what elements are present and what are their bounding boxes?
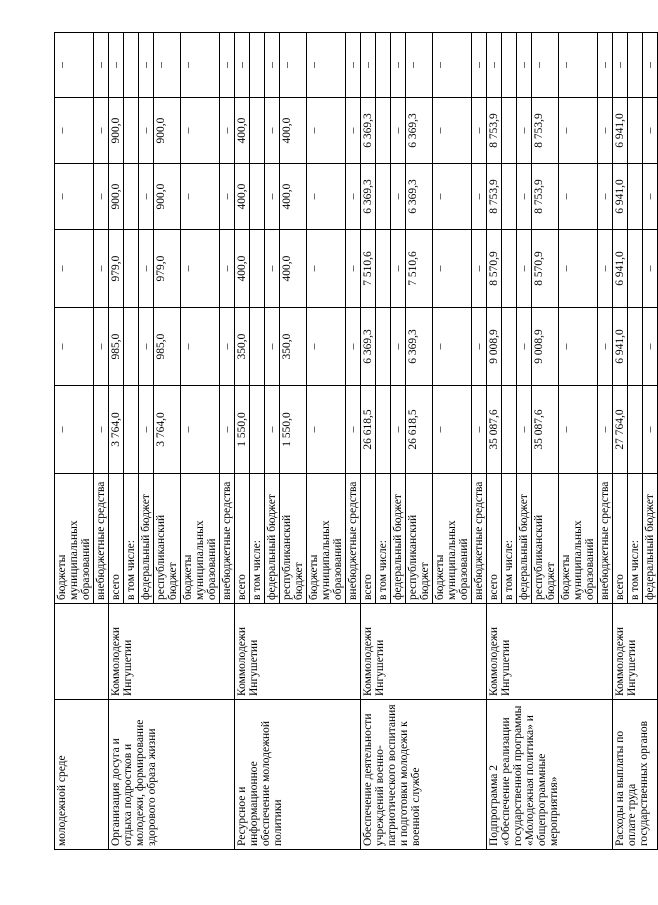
amount-cell: – xyxy=(109,33,124,98)
amount-cell: – xyxy=(643,308,658,386)
amount-cell xyxy=(124,33,139,98)
amount-cell: – xyxy=(94,386,109,474)
amount-cell: – xyxy=(517,386,532,474)
amount-cell: 400,0 xyxy=(235,230,250,308)
amount-cell xyxy=(502,386,517,474)
funding-source-cell: в том числе: xyxy=(376,474,391,604)
amount-cell: – xyxy=(55,33,94,98)
amount-cell xyxy=(628,98,643,164)
funding-source-cell: внебюджетные средства xyxy=(94,474,109,604)
amount-cell: – xyxy=(139,164,154,230)
amount-cell: – xyxy=(307,164,346,230)
amount-cell: 6 369,3 xyxy=(361,98,376,164)
amount-cell: – xyxy=(559,164,598,230)
amount-cell: – xyxy=(181,386,220,474)
amount-cell: 400,0 xyxy=(235,164,250,230)
amount-cell: – xyxy=(517,98,532,164)
amount-cell: 35 087,6 xyxy=(532,386,559,474)
measure-name-cell: Ресурсное и информационное обеспечение молодежной политики xyxy=(235,700,361,850)
amount-cell: – xyxy=(391,308,406,386)
funding-source-cell: бюджеты муниципальных образований xyxy=(433,474,472,604)
amount-cell: – xyxy=(517,230,532,308)
amount-cell: 26 618,5 xyxy=(406,386,433,474)
amount-cell: – xyxy=(613,33,628,98)
amount-cell: – xyxy=(346,98,361,164)
amount-cell: – xyxy=(220,33,235,98)
funding-source-cell: республиканский бюджет xyxy=(280,474,307,604)
amount-cell: 6 369,3 xyxy=(361,308,376,386)
amount-cell: – xyxy=(559,33,598,98)
amount-cell: 9 008,9 xyxy=(532,308,559,386)
rotated-page xyxy=(54,33,656,850)
amount-cell: – xyxy=(94,308,109,386)
amount-cell: 6 369,3 xyxy=(361,164,376,230)
table-row xyxy=(55,33,94,850)
amount-cell: – xyxy=(346,33,361,98)
funding-source-cell: бюджеты муниципальных образований xyxy=(559,474,598,604)
amount-cell xyxy=(250,308,265,386)
amount-cell xyxy=(124,386,139,474)
amount-cell: – xyxy=(598,230,613,308)
amount-cell: 7 510,6 xyxy=(406,230,433,308)
amount-cell xyxy=(376,98,391,164)
amount-cell xyxy=(628,33,643,98)
amount-cell: – xyxy=(154,33,181,98)
amount-cell: – xyxy=(517,164,532,230)
amount-cell: 6 369,3 xyxy=(406,98,433,164)
amount-cell xyxy=(502,98,517,164)
amount-cell xyxy=(250,386,265,474)
amount-cell: – xyxy=(472,230,487,308)
amount-cell: 1 550,0 xyxy=(235,386,250,474)
table-row xyxy=(109,33,124,850)
amount-cell: – xyxy=(181,98,220,164)
amount-cell: – xyxy=(220,308,235,386)
amount-cell: – xyxy=(391,386,406,474)
funding-source-cell: всего xyxy=(361,474,376,604)
measure-name-cell: Организация досуга и отдыха подростков и молодежи, формирование здорового образа жизни xyxy=(109,700,235,850)
amount-cell: 985,0 xyxy=(109,308,124,386)
amount-cell: – xyxy=(433,98,472,164)
amount-cell xyxy=(124,164,139,230)
amount-cell xyxy=(376,386,391,474)
amount-cell: – xyxy=(139,386,154,474)
amount-cell: – xyxy=(220,98,235,164)
amount-cell: 6 941,0 xyxy=(613,308,628,386)
amount-cell: – xyxy=(235,33,250,98)
funding-source-cell: федеральный бюджет xyxy=(265,474,280,604)
amount-cell: 3 764,0 xyxy=(154,386,181,474)
funding-source-cell: республиканский бюджет xyxy=(154,474,181,604)
budget-table xyxy=(54,32,658,850)
amount-cell: 1 550,0 xyxy=(280,386,307,474)
amount-cell: – xyxy=(55,164,94,230)
funding-source-cell: федеральный бюджет xyxy=(391,474,406,604)
amount-cell: – xyxy=(559,386,598,474)
amount-cell: – xyxy=(472,164,487,230)
amount-cell: – xyxy=(220,230,235,308)
amount-cell: – xyxy=(643,386,658,474)
amount-cell: 350,0 xyxy=(280,308,307,386)
funding-source-cell: всего xyxy=(487,474,502,604)
amount-cell: – xyxy=(517,308,532,386)
amount-cell xyxy=(250,98,265,164)
funding-source-cell: бюджеты муниципальных образований xyxy=(307,474,346,604)
measure-name-cell: молодежной среде xyxy=(55,700,109,850)
amount-cell xyxy=(502,164,517,230)
amount-cell: – xyxy=(139,230,154,308)
amount-cell: 6 369,3 xyxy=(406,308,433,386)
amount-cell: – xyxy=(346,386,361,474)
amount-cell xyxy=(250,33,265,98)
amount-cell xyxy=(250,164,265,230)
amount-cell: – xyxy=(433,230,472,308)
amount-cell: 35 087,6 xyxy=(487,386,502,474)
amount-cell: 900,0 xyxy=(109,164,124,230)
amount-cell: – xyxy=(307,308,346,386)
amount-cell: 979,0 xyxy=(109,230,124,308)
funding-source-cell: бюджеты муниципальных образований xyxy=(181,474,220,604)
amount-cell: 8 570,9 xyxy=(487,230,502,308)
amount-cell xyxy=(502,33,517,98)
responsible-cell: Коммолодежи Ингушетии xyxy=(487,604,613,700)
amount-cell xyxy=(628,386,643,474)
amount-cell: – xyxy=(517,33,532,98)
amount-cell: 900,0 xyxy=(154,98,181,164)
amount-cell xyxy=(376,308,391,386)
funding-source-cell: республиканский бюджет xyxy=(406,474,433,604)
amount-cell: 26 618,5 xyxy=(361,386,376,474)
amount-cell xyxy=(628,164,643,230)
amount-cell: – xyxy=(139,33,154,98)
amount-cell: – xyxy=(94,230,109,308)
funding-source-cell: федеральный бюджет xyxy=(643,474,658,604)
amount-cell: – xyxy=(265,308,280,386)
amount-cell: – xyxy=(391,164,406,230)
amount-cell: – xyxy=(55,308,94,386)
amount-cell xyxy=(502,230,517,308)
amount-cell: – xyxy=(598,98,613,164)
amount-cell: – xyxy=(181,230,220,308)
amount-cell xyxy=(124,308,139,386)
funding-source-cell: федеральный бюджет xyxy=(139,474,154,604)
amount-cell xyxy=(502,308,517,386)
amount-cell: 6 941,0 xyxy=(613,230,628,308)
amount-cell: – xyxy=(55,230,94,308)
responsible-cell: Коммолодежи Ингушетии xyxy=(109,604,235,700)
amount-cell: 7 510,6 xyxy=(361,230,376,308)
funding-source-cell: внебюджетные средства xyxy=(220,474,235,604)
amount-cell: – xyxy=(433,164,472,230)
amount-cell: – xyxy=(94,33,109,98)
amount-cell: 8 570,9 xyxy=(532,230,559,308)
amount-cell: – xyxy=(472,308,487,386)
amount-cell: – xyxy=(220,386,235,474)
amount-cell: – xyxy=(643,164,658,230)
amount-cell xyxy=(124,98,139,164)
amount-cell: 900,0 xyxy=(109,98,124,164)
amount-cell: – xyxy=(433,308,472,386)
responsible-cell: Коммолодежи Ингушетии xyxy=(235,604,361,700)
amount-cell: – xyxy=(139,98,154,164)
amount-cell: – xyxy=(94,98,109,164)
amount-cell: – xyxy=(433,33,472,98)
funding-source-cell: всего xyxy=(109,474,124,604)
amount-cell: – xyxy=(280,33,307,98)
amount-cell: – xyxy=(265,164,280,230)
funding-source-cell: республиканский бюджет xyxy=(532,474,559,604)
table-row xyxy=(235,33,250,850)
table-body xyxy=(55,33,658,850)
responsible-cell: Коммолодежи Ингушетии xyxy=(361,604,487,700)
amount-cell: – xyxy=(307,33,346,98)
amount-cell: – xyxy=(391,230,406,308)
amount-cell: – xyxy=(598,33,613,98)
amount-cell xyxy=(124,230,139,308)
amount-cell: 6 941,0 xyxy=(613,98,628,164)
amount-cell: – xyxy=(55,98,94,164)
amount-cell: – xyxy=(472,386,487,474)
responsible-cell xyxy=(55,604,109,700)
amount-cell: 900,0 xyxy=(154,164,181,230)
amount-cell: 350,0 xyxy=(235,308,250,386)
measure-name-cell: Расходы на выплаты по оплате труда государственных органов xyxy=(613,700,658,850)
amount-cell: 400,0 xyxy=(235,98,250,164)
amount-cell: – xyxy=(643,98,658,164)
amount-cell: – xyxy=(598,386,613,474)
amount-cell: – xyxy=(472,98,487,164)
amount-cell: – xyxy=(181,308,220,386)
amount-cell: – xyxy=(55,386,94,474)
amount-cell: 3 764,0 xyxy=(109,386,124,474)
funding-source-cell: всего xyxy=(613,474,628,604)
amount-cell: – xyxy=(139,308,154,386)
funding-source-cell: в том числе: xyxy=(250,474,265,604)
amount-cell: – xyxy=(559,308,598,386)
funding-source-cell: внебюджетные средства xyxy=(472,474,487,604)
amount-cell: – xyxy=(559,98,598,164)
amount-cell: – xyxy=(265,386,280,474)
funding-source-cell: бюджеты муниципальных образований xyxy=(55,474,94,604)
table-row xyxy=(487,33,502,850)
amount-cell xyxy=(628,230,643,308)
amount-cell: 6 941,0 xyxy=(613,164,628,230)
table-row xyxy=(361,33,376,850)
responsible-cell: Коммолодежи Ингушетии xyxy=(613,604,658,700)
amount-cell xyxy=(376,164,391,230)
amount-cell: 985,0 xyxy=(154,308,181,386)
amount-cell: 8 753,9 xyxy=(487,98,502,164)
funding-source-cell: в том числе: xyxy=(628,474,643,604)
measure-name-cell: Подпрограмма 2 «Обеспечение реализации государственной программы «Молодежная политика» и общепрограммные мероприятия» xyxy=(487,700,613,850)
table-row xyxy=(613,33,628,850)
amount-cell: – xyxy=(346,230,361,308)
amount-cell: 400,0 xyxy=(280,230,307,308)
amount-cell xyxy=(250,230,265,308)
amount-cell: 27 764,0 xyxy=(613,386,628,474)
amount-cell: – xyxy=(220,164,235,230)
amount-cell: – xyxy=(598,164,613,230)
amount-cell: – xyxy=(598,308,613,386)
amount-cell: – xyxy=(559,230,598,308)
amount-cell: – xyxy=(643,230,658,308)
amount-cell: 979,0 xyxy=(154,230,181,308)
amount-cell: – xyxy=(433,386,472,474)
amount-cell: – xyxy=(361,33,376,98)
amount-cell: – xyxy=(265,33,280,98)
amount-cell: 400,0 xyxy=(280,164,307,230)
amount-cell: – xyxy=(406,33,433,98)
amount-cell: – xyxy=(346,308,361,386)
amount-cell: – xyxy=(181,33,220,98)
amount-cell: 8 753,9 xyxy=(487,164,502,230)
amount-cell: – xyxy=(391,33,406,98)
amount-cell: – xyxy=(391,98,406,164)
amount-cell: – xyxy=(307,230,346,308)
amount-cell: – xyxy=(487,33,502,98)
funding-source-cell: в том числе: xyxy=(124,474,139,604)
amount-cell: – xyxy=(643,33,658,98)
amount-cell: – xyxy=(532,33,559,98)
amount-cell xyxy=(628,308,643,386)
amount-cell: 8 753,9 xyxy=(532,98,559,164)
amount-cell xyxy=(376,33,391,98)
funding-source-cell: федеральный бюджет xyxy=(517,474,532,604)
measure-name-cell: Обеспечение деятельности учреждений военно-патриотического воспитания и подготовки молодежи к военной службе xyxy=(361,700,487,850)
funding-source-cell: внебюджетные средства xyxy=(346,474,361,604)
amount-cell: 8 753,9 xyxy=(532,164,559,230)
amount-cell: – xyxy=(265,230,280,308)
amount-cell: – xyxy=(307,386,346,474)
funding-source-cell: всего xyxy=(235,474,250,604)
amount-cell: 6 369,3 xyxy=(406,164,433,230)
amount-cell: – xyxy=(181,164,220,230)
amount-cell: – xyxy=(265,98,280,164)
amount-cell: – xyxy=(472,33,487,98)
amount-cell xyxy=(376,230,391,308)
funding-source-cell: внебюджетные средства xyxy=(598,474,613,604)
amount-cell: – xyxy=(307,98,346,164)
amount-cell: 9 008,9 xyxy=(487,308,502,386)
amount-cell: – xyxy=(346,164,361,230)
funding-source-cell: в том числе: xyxy=(502,474,517,604)
amount-cell: 400,0 xyxy=(280,98,307,164)
amount-cell: – xyxy=(94,164,109,230)
